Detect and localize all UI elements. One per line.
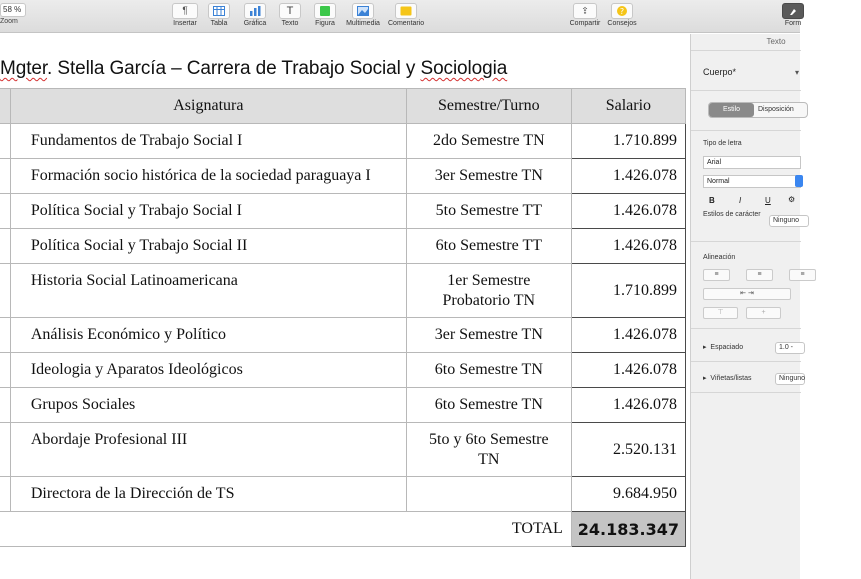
salary-cell[interactable]: 1.710.899 xyxy=(571,124,685,159)
table-row[interactable] xyxy=(0,388,686,423)
format-brush-icon xyxy=(788,6,798,16)
salary-cell[interactable]: 1.426.078 xyxy=(571,318,685,353)
align-right-icon[interactable]: ≡ xyxy=(789,269,816,281)
underline-button[interactable]: U xyxy=(765,196,771,205)
align-center-icon[interactable]: ≡ xyxy=(746,269,773,281)
style-layout-segmented[interactable] xyxy=(708,102,808,118)
segment-layout[interactable]: Disposición xyxy=(758,106,794,113)
table-row[interactable] xyxy=(0,477,686,512)
indent-control-icon[interactable]: ⇤ ⇥ xyxy=(703,288,791,300)
header-subject: Asignatura xyxy=(10,89,406,124)
char-styles-select[interactable]: Ninguno xyxy=(769,215,809,227)
semester-cell[interactable]: 2do Semestre TN xyxy=(406,124,571,159)
salary-cell[interactable]: 2.520.131 xyxy=(571,423,685,477)
text-icon: T xyxy=(286,5,294,17)
row-spacer xyxy=(0,229,10,264)
subject-cell[interactable]: Historia Social Latinoamericana xyxy=(10,264,406,318)
subject-cell[interactable]: Directora de la Dirección de TS xyxy=(10,477,406,512)
share-button[interactable]: ⇪ Compartir xyxy=(568,3,602,27)
semester-cell[interactable]: 6to Semestre TN xyxy=(406,353,571,388)
shape-icon xyxy=(320,6,330,16)
row-spacer xyxy=(0,318,10,353)
subject-cell[interactable]: Ideologia y Aparatos Ideológicos xyxy=(10,353,406,388)
title-main: . Stella García – Carrera de Trabajo Social y xyxy=(47,58,421,79)
title-prefix: Mgter xyxy=(0,58,48,79)
valign-top-icon[interactable]: ⊤ xyxy=(703,307,738,319)
table-button[interactable]: Tabla xyxy=(206,3,232,27)
format-button[interactable]: Form xyxy=(780,3,806,27)
salary-cell[interactable]: 1.426.078 xyxy=(571,194,685,229)
divider xyxy=(691,361,801,362)
salary-cell[interactable]: 1.710.899 xyxy=(571,264,685,318)
bullets-label: Viñetas/listas xyxy=(710,375,752,382)
bullets-select[interactable]: Ninguno xyxy=(775,373,805,385)
divider xyxy=(691,392,801,393)
divider xyxy=(691,90,801,91)
font-weight-stepper[interactable] xyxy=(795,175,803,187)
table-row[interactable] xyxy=(0,318,686,353)
salary-cell[interactable]: 1.426.078 xyxy=(571,388,685,423)
align-left-icon[interactable]: ≡ xyxy=(703,269,730,281)
paragraph-icon: ¶ xyxy=(182,5,188,17)
gear-icon[interactable]: ⚙ xyxy=(788,195,796,204)
toolbar xyxy=(0,0,800,33)
row-spacer xyxy=(0,388,10,423)
semester-cell[interactable]: 3er Semestre TN xyxy=(406,159,571,194)
font-weight-select[interactable]: Normal xyxy=(703,175,801,188)
total-label: TOTAL xyxy=(0,512,571,547)
salary-cell[interactable]: 1.426.078 xyxy=(571,229,685,264)
spacing-select[interactable]: 1.0 - xyxy=(775,342,805,354)
paragraph-style-select[interactable]: Cuerpo* xyxy=(703,67,737,77)
italic-button[interactable]: I xyxy=(739,196,742,205)
spacing-label: Espaciado xyxy=(710,344,744,351)
valign-middle-icon[interactable]: + xyxy=(746,307,781,319)
tips-button[interactable]: ? Consejos xyxy=(606,3,638,27)
total-value[interactable]: 24.183.347 xyxy=(571,512,685,547)
alignment-label: Alineación xyxy=(703,254,736,261)
document-canvas[interactable] xyxy=(0,34,690,579)
row-spacer xyxy=(0,194,10,229)
chart-button[interactable]: Gráfica xyxy=(240,3,270,27)
salary-cell[interactable]: 9.684.950 xyxy=(571,477,685,512)
spacing-expander[interactable]: ▸ Espaciado xyxy=(703,344,744,351)
divider xyxy=(691,50,801,51)
table-row[interactable] xyxy=(0,353,686,388)
divider xyxy=(691,130,801,131)
header-spacer xyxy=(0,89,10,124)
media-icon xyxy=(357,6,369,16)
divider xyxy=(691,241,801,242)
semester-cell[interactable]: 5to y 6to Semestre TN xyxy=(406,423,571,477)
table-header-row xyxy=(0,89,686,124)
tab-text[interactable]: Texto xyxy=(766,37,786,46)
divider xyxy=(691,328,801,329)
zoom-control[interactable] xyxy=(0,3,30,25)
tips-icon xyxy=(617,6,627,16)
share-icon: ⇪ xyxy=(581,5,589,16)
subject-cell[interactable]: Formación socio histórica de la sociedad paraguaya I xyxy=(10,159,406,194)
table-row[interactable] xyxy=(0,194,686,229)
row-spacer xyxy=(0,124,10,159)
media-button[interactable]: Multimedia xyxy=(345,3,381,27)
row-spacer xyxy=(0,477,10,512)
table-icon xyxy=(213,6,225,16)
zoom-label: Zoom xyxy=(0,18,18,25)
comment-button[interactable]: Comentario xyxy=(388,3,424,27)
semester-cell[interactable]: 6to Semestre TN xyxy=(406,388,571,423)
salary-cell[interactable]: 1.426.078 xyxy=(571,353,685,388)
font-name-select[interactable]: Arial xyxy=(703,156,801,169)
row-spacer xyxy=(0,264,10,318)
row-spacer xyxy=(0,353,10,388)
total-row[interactable] xyxy=(0,512,686,547)
semester-cell[interactable] xyxy=(406,477,571,512)
header-salary: Salario xyxy=(571,89,685,124)
salary-cell[interactable]: 1.426.078 xyxy=(571,159,685,194)
svg-text:?: ? xyxy=(619,7,625,16)
text-button[interactable]: T Texto xyxy=(277,3,303,27)
semester-cell[interactable]: 1er Semestre Probatorio TN xyxy=(406,264,571,318)
table-row[interactable] xyxy=(0,229,686,264)
chart-icon xyxy=(249,6,261,16)
subject-cell[interactable]: Análisis Económico y Político xyxy=(10,318,406,353)
bold-button[interactable]: B xyxy=(709,196,715,205)
subject-cell[interactable]: Política Social y Trabajo Social I xyxy=(10,194,406,229)
header-semester: Semestre/Turno xyxy=(406,89,571,124)
char-styles-label: Estilos de carácter xyxy=(703,211,761,218)
page-title xyxy=(0,58,507,80)
insert-button[interactable]: ¶ Insertar xyxy=(170,3,200,27)
table-row[interactable] xyxy=(0,423,686,477)
semester-cell[interactable]: 3er Semestre TN xyxy=(406,318,571,353)
table-row[interactable] xyxy=(0,159,686,194)
title-suffix: Sociologia xyxy=(420,58,508,79)
segment-style[interactable]: Estilo xyxy=(709,103,754,117)
subject-cell[interactable]: Abordaje Profesional III xyxy=(10,423,406,477)
chevron-down-icon[interactable]: ▾ xyxy=(795,68,800,77)
semester-cell[interactable]: 6to Semestre TT xyxy=(406,229,571,264)
salary-table[interactable] xyxy=(0,88,686,547)
font-section-label: Tipo de letra xyxy=(703,140,742,147)
format-inspector xyxy=(690,34,806,579)
row-spacer xyxy=(0,423,10,477)
table-row[interactable] xyxy=(0,124,686,159)
subject-cell[interactable]: Política Social y Trabajo Social II xyxy=(10,229,406,264)
comment-icon xyxy=(401,7,412,16)
table-row[interactable] xyxy=(0,264,686,318)
semester-cell[interactable]: 5to Semestre TT xyxy=(406,194,571,229)
zoom-select[interactable]: 58 % xyxy=(0,3,26,17)
row-spacer xyxy=(0,159,10,194)
subject-cell[interactable]: Grupos Sociales xyxy=(10,388,406,423)
bullets-expander[interactable]: ▸ Viñetas/listas xyxy=(703,375,752,382)
shape-button[interactable]: Figura xyxy=(312,3,338,27)
subject-cell[interactable]: Fundamentos de Trabajo Social I xyxy=(10,124,406,159)
